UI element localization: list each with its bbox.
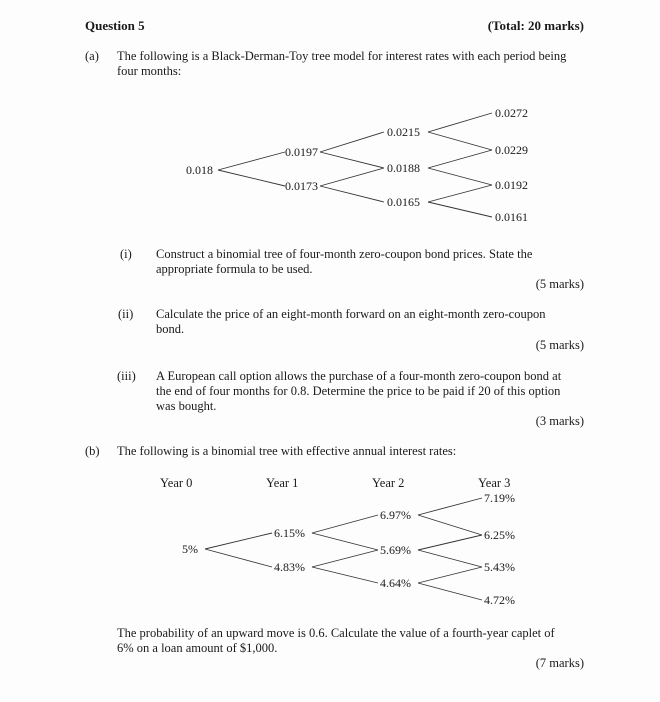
- sub-i-label: (i): [120, 247, 132, 261]
- bdt-edge: [428, 113, 492, 132]
- rate-edge: [312, 533, 378, 550]
- rate-node-t3-4: 4.72%: [484, 593, 515, 607]
- part-b-question-line2: 6% on a loan amount of $1,000.: [117, 641, 278, 655]
- rate-edge: [418, 550, 482, 567]
- rate-edge: [418, 583, 482, 600]
- rate-node-t3-3: 5.43%: [484, 560, 515, 574]
- year-1-label: Year 1: [266, 476, 299, 490]
- bdt-edge: [428, 168, 492, 185]
- bdt-edge: [428, 150, 492, 168]
- bdt-node-t2-down: 0.0165: [387, 195, 420, 209]
- rate-node-t2-up: 6.97%: [380, 508, 411, 522]
- rate-edge: [312, 567, 378, 583]
- rate-node-t1-down: 4.83%: [274, 560, 305, 574]
- bdt-edge: [320, 168, 384, 186]
- rate-edge: [205, 533, 272, 549]
- sub-iii-marks: (3 marks): [535, 414, 584, 428]
- rate-edge: [312, 550, 378, 567]
- part-b-marks: (7 marks): [535, 656, 584, 670]
- bdt-edge: [320, 186, 384, 202]
- rate-edge: [312, 515, 378, 533]
- part-a-intro-line1: The following is a Black-Derman-Toy tree model for interest rates with each period being: [117, 49, 567, 63]
- rate-edge: [205, 549, 272, 567]
- sub-ii-marks: (5 marks): [535, 338, 584, 352]
- sub-ii-line1: Calculate the price of an eight-month forward on an eight-month zero-coupon: [156, 307, 546, 321]
- sub-iii-line2: the end of four months for 0.8. Determine the price to be paid if 20 of this option: [156, 384, 561, 398]
- sub-i-line2: appropriate formula to be used.: [156, 262, 313, 276]
- bdt-node-t0: 0.018: [186, 163, 213, 177]
- bdt-node-t2-mid: 0.0188: [387, 161, 420, 175]
- sub-iii-label: (iii): [117, 369, 136, 383]
- bdt-edge: [428, 185, 492, 202]
- part-b-label: (b): [85, 444, 100, 458]
- bdt-edge: [320, 152, 384, 168]
- bdt-node-t1-down: 0.0173: [285, 179, 318, 193]
- bdt-node-t3-1: 0.0272: [495, 106, 528, 120]
- bdt-edge: [428, 202, 492, 217]
- rate-edge: [418, 567, 482, 583]
- rate-node-t2-down: 4.64%: [380, 576, 411, 590]
- sub-ii-line2: bond.: [156, 322, 185, 336]
- sub-i-marks: (5 marks): [535, 277, 584, 291]
- sub-ii-label: (ii): [118, 307, 134, 321]
- question-title: Question 5: [85, 18, 145, 33]
- bdt-node-t2-up: 0.0215: [387, 125, 420, 139]
- bdt-node-t3-4: 0.0161: [495, 210, 528, 224]
- sub-iii-line1: A European call option allows the purchase of a four-month zero-coupon bond at: [156, 369, 562, 383]
- bdt-node-t3-2: 0.0229: [495, 143, 528, 157]
- year-2-label: Year 2: [372, 476, 405, 490]
- bdt-edge: [320, 132, 384, 152]
- rate-edge: [418, 498, 482, 515]
- part-a-label: (a): [85, 49, 99, 63]
- bdt-node-t1-up: 0.0197: [285, 145, 318, 159]
- part-b-question-line1: The probability of an upward move is 0.6. Calculate the value of a fourth-year caplet of: [117, 626, 555, 640]
- sub-i-line1: Construct a binomial tree of four-month zero-coupon bond prices. State the: [156, 247, 533, 261]
- bdt-edge: [218, 170, 285, 186]
- year-0-label: Year 0: [160, 476, 193, 490]
- part-b-intro: The following is a binomial tree with effective annual interest rates:: [117, 444, 457, 458]
- rate-node-t1-up: 6.15%: [274, 526, 305, 540]
- rate-node-t3-1: 7.19%: [484, 491, 515, 505]
- total-marks: (Total: 20 marks): [487, 18, 584, 33]
- part-a-intro-line2: four months:: [117, 64, 182, 78]
- year-3-label: Year 3: [478, 476, 511, 490]
- bdt-edge: [428, 132, 492, 150]
- bdt-edge: [218, 152, 285, 170]
- rate-node-t0: 5%: [182, 542, 198, 556]
- sub-iii-line3: was bought.: [156, 399, 217, 413]
- bdt-node-t3-3: 0.0192: [495, 178, 528, 192]
- rate-node-t2-mid: 5.69%: [380, 543, 411, 557]
- rate-node-t3-2: 6.25%: [484, 528, 515, 542]
- rate-edge: [418, 515, 482, 535]
- rate-edge: [418, 535, 482, 550]
